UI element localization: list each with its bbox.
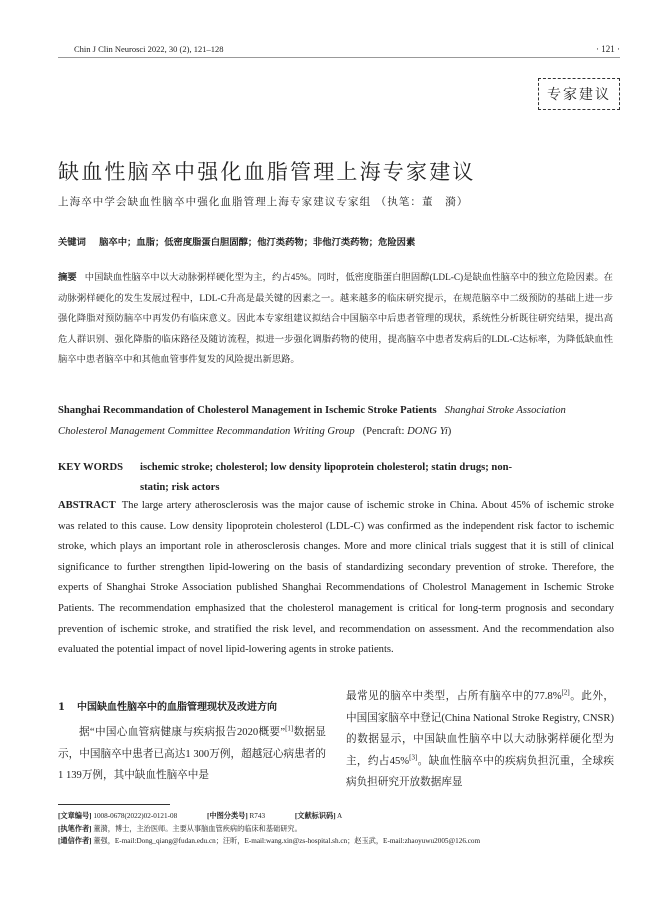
keywords-en-line1: ischemic stroke; cholesterol; low density lipoprotein cholesterol; statin drugs; non- [140,462,513,473]
keywords-en-line2: statin; risk actors [140,482,220,493]
citation-ref: [3] [409,753,418,762]
keywords-en-label: KEY WORDS [58,462,124,473]
clc-label: [中图分类号] [206,812,248,820]
article-no-label: [文章编号] [58,812,92,820]
body-right-text-1: 最常见的脑卒中类型，占所有脑卒中的77.8% [346,691,562,702]
footnote-article-info [58,810,618,823]
abstract-en [58,496,614,661]
writer-label: [执笔作者] [58,824,92,833]
abstract-cn-text: 中国缺血性脑卒中以大动脉粥样硬化型为主，约占45%。同时，低密度脂蛋白胆固醇(LDL-C)是缺血性脑卒中的独立危险因素。在动脉粥样硬化的发生发展过程中，LDL-C升高是最关键的因素之一。越来越多的临床研究提示，在规范脑卒中二级预防的基础上进一步强化降脂对预防脑卒中再发仍有临床意义。因此本专家组建议拟结合中国脑卒中后患者管理的现状，系统性分析既往研究结果，提出高危人群识别、强化降脂的临床路径及随访流程，拟进一步强化调脂药物的使用，提高脑卒中患者发病后的LDL-C达标率，为降低缺血性脑卒中患者脑卒中和其他血管事件复发的风险提出新思路。 [58,273,613,366]
corr-label: [通信作者] [58,837,92,846]
header-rule [58,57,620,58]
body-right-text-2: 。此外，中国国家脑卒中登记(China National Stroke Registry, CNSR)的数据显示，中国缺血性脑卒中以大动脉粥样硬化型为主，约占45% [346,691,614,767]
abstract-en-label: ABSTRACT [58,500,116,511]
abstract-en-text: The large artery atherosclerosis was the major cause of ischemic stroke in China. About 45% of ischemic stroke was related to this cause. Low density lipoprotein cholesterol (LDL-C) was confirmed as the independent risk factor to ischemic stroke, which plays an important role in atherosclerosis changes. More and more clinical trials suggest that it is still of clinical significance to further strengthen lipid-lowering on the basis of standardizing secondary prevention of stroke. Therefore, the experts of Shanghai Stroke Association published Shanghai Recommendations of Cholestrol Management in Ischemic Stroke Patients. The recommendation emphasized that the cholesterol management is critical for long-term prognosis and secondary prevention of ischemic stroke, and stratified the risk level, and recommendation on assessment. And the recommendation also evaluated the potential impact of novel lipid-lowering agents in stroke patients. [58,500,614,656]
footnote-correspondence [58,835,618,848]
keywords-en [58,458,616,498]
body-left-text-1: 据“中国心血管病健康与疾病报告2020概要” [79,727,286,738]
body-column-left [58,722,326,787]
running-header-journal: Chin J Clin Neurosci 2022, 30 (2), 121–128 [74,44,224,54]
keywords-cn [58,234,415,248]
article-no: 1008-0678(2022)02-0121-08 [93,812,178,820]
english-group: Shanghai Stroke Association Cholesterol Management Committee Recommandation Writing Group [58,405,566,437]
body-column-right [346,686,614,794]
footnote-writer [58,823,618,836]
section-title: 中国缺血性脑卒中的血脂管理现状及改进方向 [76,702,277,713]
clc: R743 [249,812,266,820]
keywords-cn-label: 关键词 [58,237,86,248]
abstract-cn-label: 摘要 [58,273,77,283]
column-label-box [538,78,620,110]
pencraft-close: ) [447,426,452,437]
page-number: · 121 · [596,44,620,54]
pencraft-label: (Pencraft: [362,426,408,437]
citation-ref: [1] [285,724,294,733]
column-label: 专家建议 [547,87,611,103]
footnotes [58,810,618,848]
author-line: 上海卒中学会缺血性脑卒中强化血脂管理上海专家建议专家组 （执笔：董 漪） [58,196,469,208]
writer-text: 董漪，博士，主治医师。主要从事脑血管疾病的临床和基础研究。 [93,824,302,833]
citation-ref: [2] [561,688,570,697]
keywords-cn-text: 脑卒中；血脂；低密度脂蛋白胆固醇；他汀类药物；非他汀类药物；危险因素 [99,237,416,248]
english-title: Shanghai Recommandation of Cholesterol Management in Ischemic Stroke Patients [58,405,437,416]
doc-code: A [337,812,343,820]
corr-text: 董强，E-mail:Dong_qiang@fudan.edu.cn；汪昕，E-mail:wang.xin@zs-hospital.sh.cn；赵玉武，E-mail:zhaoyuwu2005@126.com [93,837,481,846]
body-right-text-3: 。缺血性脑卒中的疾病负担沉重，全球疾病负担研究开放数据库显 [346,755,615,789]
footnote-rule [58,804,170,805]
abstract-cn [58,268,613,371]
body-left-text-2: 数据显示，中国脑卒中患者已高达1 300万例，超越冠心病患者的1 139万例，其中缺血性脑卒中是 [58,727,327,782]
article-title: 缺血性脑卒中强化血脂管理上海专家建议 [58,160,476,184]
english-title-block [58,400,616,442]
doc-code-label: [文献标识码] [294,812,336,820]
pencraft-name: DONG Yi [407,426,448,437]
section-number: 1 [58,702,65,713]
section-heading [58,698,277,713]
